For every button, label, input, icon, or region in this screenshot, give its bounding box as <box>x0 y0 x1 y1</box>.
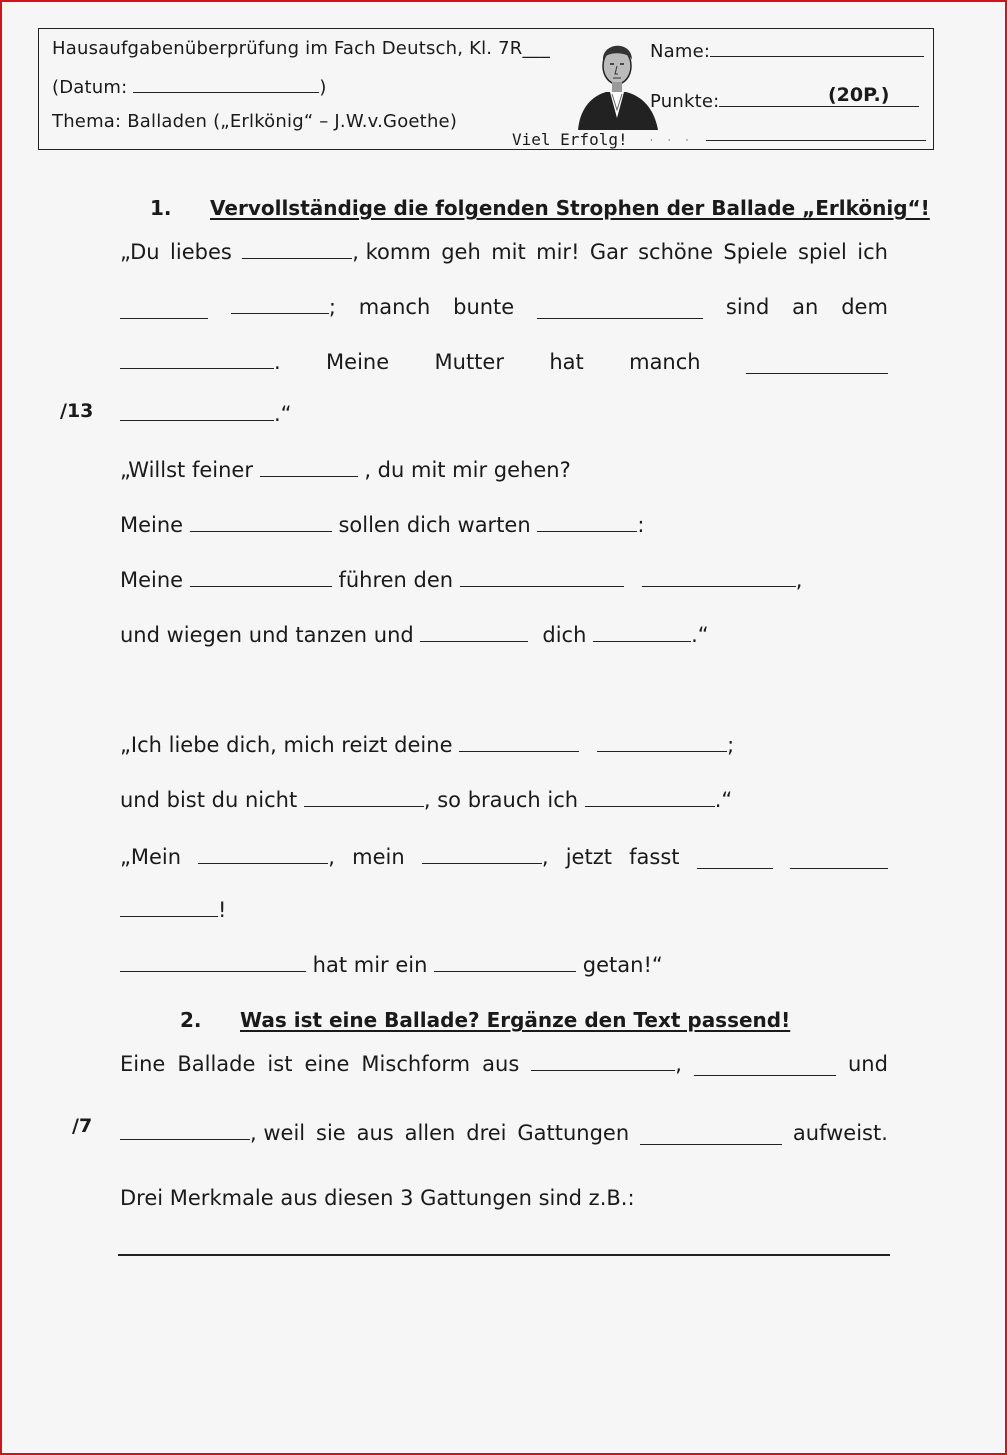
header-title: Hausaufgabenüberprüfung im Fach Deutsch, Kl. 7R___ <box>52 38 551 59</box>
blank-16[interactable] <box>459 731 579 752</box>
header-topic: Thema: Balladen („Erlkönig“ – J.W.v.Goethe) <box>52 111 458 132</box>
goethe-portrait-icon <box>574 30 660 130</box>
good-luck-text: Viel Erfolg! <box>512 130 628 149</box>
blank-17[interactable] <box>597 731 727 752</box>
stanza2-line4: und wiegen und tanzen und dich .“ <box>120 623 709 647</box>
blank-11[interactable] <box>190 566 332 587</box>
stanza1-line1: „Du liebes , komm geh mit mir! Gar schöne Spiele spiel ich <box>120 240 888 264</box>
blank-8[interactable] <box>260 456 358 477</box>
blank-30[interactable] <box>640 1124 782 1145</box>
signature-blank[interactable] <box>706 140 926 141</box>
name-line: Name: <box>650 38 924 62</box>
date-line: (Datum: ) <box>52 74 327 98</box>
blank-18[interactable] <box>304 786 424 807</box>
name-blank[interactable] <box>710 38 924 57</box>
blank-5[interactable] <box>120 348 274 369</box>
blank-28[interactable] <box>694 1055 836 1076</box>
blank-6[interactable] <box>746 353 888 374</box>
blank-15[interactable] <box>593 621 691 642</box>
stanza1-line4: .“ <box>120 400 292 428</box>
task2-line1: Eine Ballade ist eine Mischform aus , und <box>120 1052 888 1076</box>
task2-heading: 2. Was ist eine Ballade? Ergänze den Text passend! <box>180 1008 791 1032</box>
blank-21[interactable] <box>422 843 542 864</box>
stanza2-line2: Meine sollen dich warten : <box>120 513 645 537</box>
blank-1[interactable] <box>242 238 352 259</box>
blank-10[interactable] <box>537 511 637 532</box>
task2-score: /7 <box>72 1115 93 1137</box>
blank-23[interactable] <box>790 848 888 869</box>
blank-27[interactable] <box>531 1050 675 1071</box>
blank-22[interactable] <box>697 848 773 869</box>
stanza3-line4: ! <box>120 896 226 924</box>
blank-4[interactable] <box>537 298 703 319</box>
task1-heading: 1. Vervollständige die folgenden Strophen der Ballade „Erlkönig“! <box>150 196 930 220</box>
task2-line2: , weil sie aus allen drei Gattungen aufweist. <box>120 1117 888 1145</box>
blank-2[interactable] <box>120 298 208 319</box>
blank-20[interactable] <box>198 843 328 864</box>
blank-25[interactable] <box>120 951 306 972</box>
blank-9[interactable] <box>190 511 332 532</box>
stanza1-line3: . Meine Mutter hat manch <box>120 346 888 374</box>
blank-12[interactable] <box>460 566 624 587</box>
task2-line3: Drei Merkmale aus diesen 3 Gattungen sind z.B.: <box>120 1186 635 1210</box>
task1-score: /13 <box>60 400 94 422</box>
blank-7[interactable] <box>120 400 274 421</box>
blank-24[interactable] <box>120 896 218 917</box>
total-points: (20P.) <box>828 84 890 106</box>
stanza2-line1: „Willst feiner , du mit mir gehen? <box>120 458 571 482</box>
blank-3[interactable] <box>231 293 329 314</box>
answer-line[interactable] <box>118 1254 890 1256</box>
blank-29[interactable] <box>120 1119 250 1140</box>
decorative-dots: · · · <box>650 136 695 146</box>
stanza3-line5: hat mir ein getan!“ <box>120 951 663 979</box>
stanza3-line1: „Ich liebe dich, mich reizt deine ; <box>120 733 735 757</box>
blank-26[interactable] <box>434 951 576 972</box>
stanza2-line3: Meine führen den , <box>120 568 803 592</box>
date-blank[interactable] <box>133 74 319 93</box>
stanza3-line3: „Mein , mein , jetzt fasst <box>120 841 888 869</box>
stanza1-line2: ; manch bunte sind an dem <box>120 291 888 319</box>
blank-19[interactable] <box>585 786 715 807</box>
points-line: Punkte: <box>650 88 919 112</box>
stanza3-line2: und bist du nicht , so brauch ich .“ <box>120 788 733 812</box>
blank-13[interactable] <box>642 566 796 587</box>
blank-14[interactable] <box>420 621 528 642</box>
